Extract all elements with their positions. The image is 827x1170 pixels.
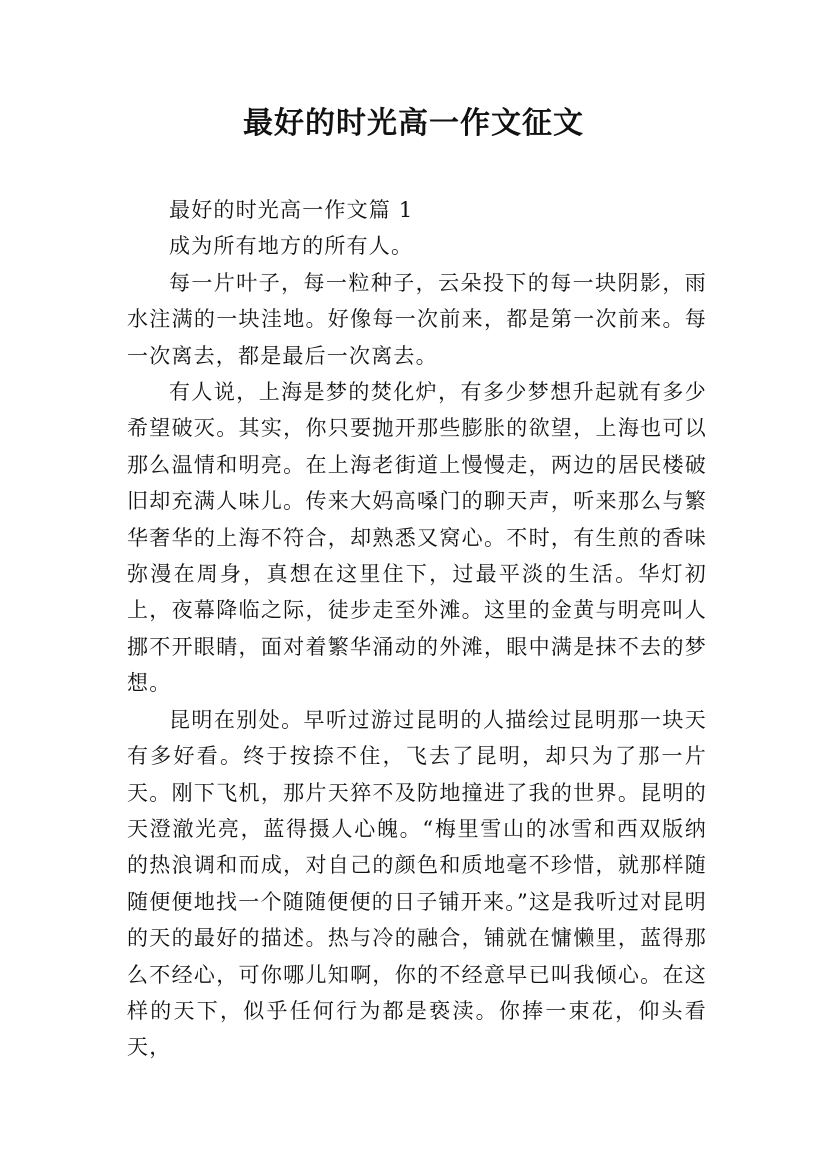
paragraph: 有人说，上海是梦的焚化炉，有多少梦想升起就有多少希望破灭。其实，你只要抛开那些膨胀的欲望，上海也可以那么温情和明亮。在上海老街道上慢慢走，两边的居民楼破旧却充满人味儿。传来大妈高嗓门的聊天声，听来那么与繁华奢华的上海不符合，却熟悉又窝心。不时，有生煎的香味弥漫在周身，真想在这里住下，过最平淡的生活。华灯初上，夜幕降临之际，徒步走至外滩。这里的金黄与明亮叫人挪不开眼睛，面对着繁华涌动的外滩，眼中满是抹不去的梦想。 <box>127 380 707 696</box>
paragraph: 昆明在别处。早听过游过昆明的人描绘过昆明那一块天有多好看。终于按捺不住，飞去了昆明，却只为了那一片天。刚下飞机，那片天猝不及防地撞进了我的世界。昆明的天澄澈光亮，蓝得摄人心魄。“梅里雪山的冰雪和西双版纳的热浪调和而成，对自己的颜色和质地毫不珍惜，就那样随随便便地找一个随随便便的日子铺开来。”这是我听过对昆明的天的最好的描述。热与冷的融合，铺就在慵懒里，蓝得那么不经心，可你哪儿知啊，你的不经意早已叫我倾心。在这样的天下，似乎任何行为都是亵渎。你捧一束花，仰头看天， <box>127 707 707 1060</box>
paragraph: 成为所有地方的所有人。 <box>169 234 414 259</box>
document-body <box>127 192 707 1066</box>
paragraph: 每一片叶子，每一粒种子，云朵投下的每一块阴影，雨水注满的一块洼地。好像每一次前来，都是第一次前来。每一次离去，都是最后一次离去。 <box>127 270 707 368</box>
document-title: 最好的时光高一作文征文 <box>243 106 584 141</box>
section-heading: 最好的时光高一作文篇 1 <box>169 198 414 222</box>
